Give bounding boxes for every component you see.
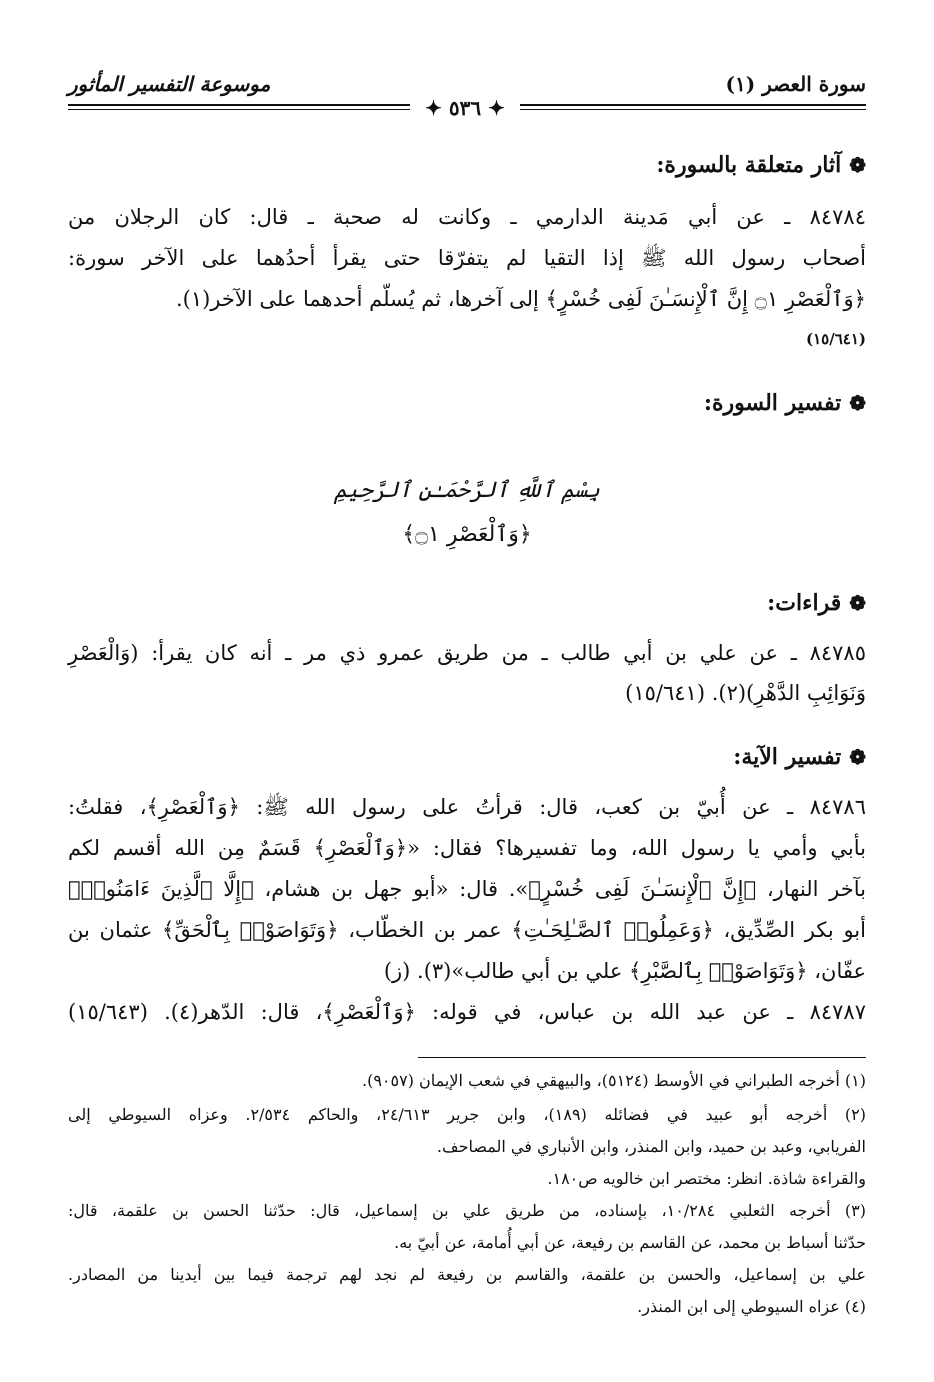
footnote-2-line-2: الفريابي، وعبد بن حميد، وابن المنذر، وابن الأنباري في المصاحف.	[436, 1137, 866, 1156]
flower-ornament-icon: ❁	[849, 591, 866, 615]
tafsir-line-3: بآخر النهار، ﴿إِنَّ ٱلْإِنسَـٰنَ لَفِى خُسْرٍ﴾». قال: «أبو جهل بن هشام، ﴿إِلَّا ٱلَّذِينَ ءَامَنُوا۟﴾	[68, 877, 866, 901]
verse-text: ﴿وَٱلْعَصْرِ ۝١﴾	[402, 522, 532, 547]
page-number-value: ٥٣٦	[448, 96, 482, 120]
tafsir-line-6: ٨٤٧٨٧ ـ عن عبد الله بن عباس، في قوله: ﴿وَٱلْعَصْرِ﴾، قال: الدّهر(٤). (١٥/٦٤٣)	[68, 1000, 866, 1024]
athar-line-1: ٨٤٧٨٤ ـ عن أبي مَدينة الدارمي ـ وكانت له صحبة ـ قال: كان الرجلان من	[68, 205, 866, 229]
qiraat-line-1: ٨٤٧٨٥ ـ عن علي بن أبي طالب ـ من طريق عمرو ذي مر ـ أنه كان يقرأ: (وَالْعَصْرِ	[68, 641, 866, 665]
heading-text: تفسير السورة:	[703, 390, 842, 416]
heading-text: تفسير الآية:	[733, 744, 842, 770]
tafsir-line-2: بأبي وأمي يا رسول الله، وما تفسيرها؟ فقال: «﴿وَٱلْعَصْرِ﴾ قَسَمٌ مِن الله أقسم لكم	[68, 836, 866, 860]
heading-text: آثار متعلقة بالسورة:	[656, 152, 842, 178]
section-heading-athar	[656, 152, 866, 178]
flower-ornament-icon: ❁	[849, 153, 866, 177]
qiraat-line-2: وَنَوَائِبِ الدَّهْرِ)(٢). (١٥/٦٤١)	[625, 681, 866, 705]
basmala: بِسْمِ ٱللَّهِ ٱلرَّحْمَـٰنِ ٱلرَّحِيمِ	[334, 478, 600, 503]
tafsir-line-1: ٨٤٧٨٦ ـ عن أُبيّ بن كعب، قال: قرأتُ على رسول الله ﷺ: ﴿وَٱلْعَصْرِ﴾، فقلتُ:	[68, 795, 866, 819]
running-title-book: موسوعة التفسير المأثور	[68, 72, 271, 96]
section-heading-qiraat	[767, 590, 866, 616]
running-title-surah: سورة العصر (١)	[725, 72, 866, 96]
tafsir-line-5: عفّان، ﴿وَتَوَاصَوْا۟ بِٱلصَّبْرِ﴾ علي بن أبي طالب»(٣). (ز)	[383, 959, 866, 983]
section-heading-tafsir-aya	[733, 744, 866, 770]
footnote-3-line-1: (٣) أخرجه الثعلبي ١٠/٢٨٤، بإسناده، من طريق علي بن إسماعيل، قال: حدّثنا الحسن بن علقمة، قال:	[68, 1201, 866, 1220]
heading-text: قراءات:	[767, 590, 842, 616]
page-number-ornament-left: ✦	[425, 96, 442, 120]
footnote-2-line-3: والقراءة شاذة. انظر: مختصر ابن خالويه ص١٨٠.	[547, 1169, 866, 1188]
flower-ornament-icon: ❁	[849, 391, 866, 415]
footnote-3-line-2: حدّثنا أسباط بن محمد، عن القاسم بن رفيعة، عن أبي أُمامة، عن أبيّ به.	[394, 1233, 866, 1252]
footnote-separator	[418, 1057, 866, 1058]
section-heading-tafsir-surah	[704, 390, 866, 416]
footnote-3-line-3: علي بن إسماعيل، والحسن بن علقمة، والقاسم بن رفيعة لم نجد لهم ترجمة فيما بين أيدينا من المصادر.	[68, 1265, 866, 1284]
flower-ornament-icon: ❁	[849, 745, 866, 769]
footnote-2-line-1: (٢) أخرجه أبو عبيد في فضائله (١٨٩)، وابن جرير ٢٤/٦١٣، والحاكم ٢/٥٣٤. وعزاه السيوطي إلى	[68, 1105, 867, 1124]
footnote-4: (٤) عزاه السيوطي إلى ابن المنذر.	[637, 1297, 866, 1316]
tafsir-line-4: أبو بكر الصِّدِّيق، ﴿وَعَمِلُوا۟ ٱلصَّـٰلِحَـٰتِ﴾ عمر بن الخطّاب، ﴿وَتَوَاصَوْا۟ بِٱلْحَقِّ﴾ عثمان بن	[68, 918, 866, 942]
page-number-ornament-right: ✦	[488, 96, 505, 120]
footnote-1: (١) أخرجه الطبراني في الأوسط (٥١٢٤)، والبيهقي في شعب الإيمان (٩٠٥٧).	[362, 1071, 866, 1090]
athar-reference: (١٥/٦٤١)	[806, 330, 866, 348]
page-number	[410, 96, 520, 120]
athar-line-3: ﴿وَٱلْعَصْرِ ۝١ إِنَّ ٱلْإِنسَـٰنَ لَفِى خُسْرٍ﴾ إلى آخرها، ثم يُسلّم أحدهما على الآخر(١).	[175, 287, 866, 311]
athar-line-2: أصحاب رسول الله ﷺ إذا التقيا لم يتفرّقا حتى يقرأ أحدُهما على الآخر سورة:	[68, 246, 866, 270]
